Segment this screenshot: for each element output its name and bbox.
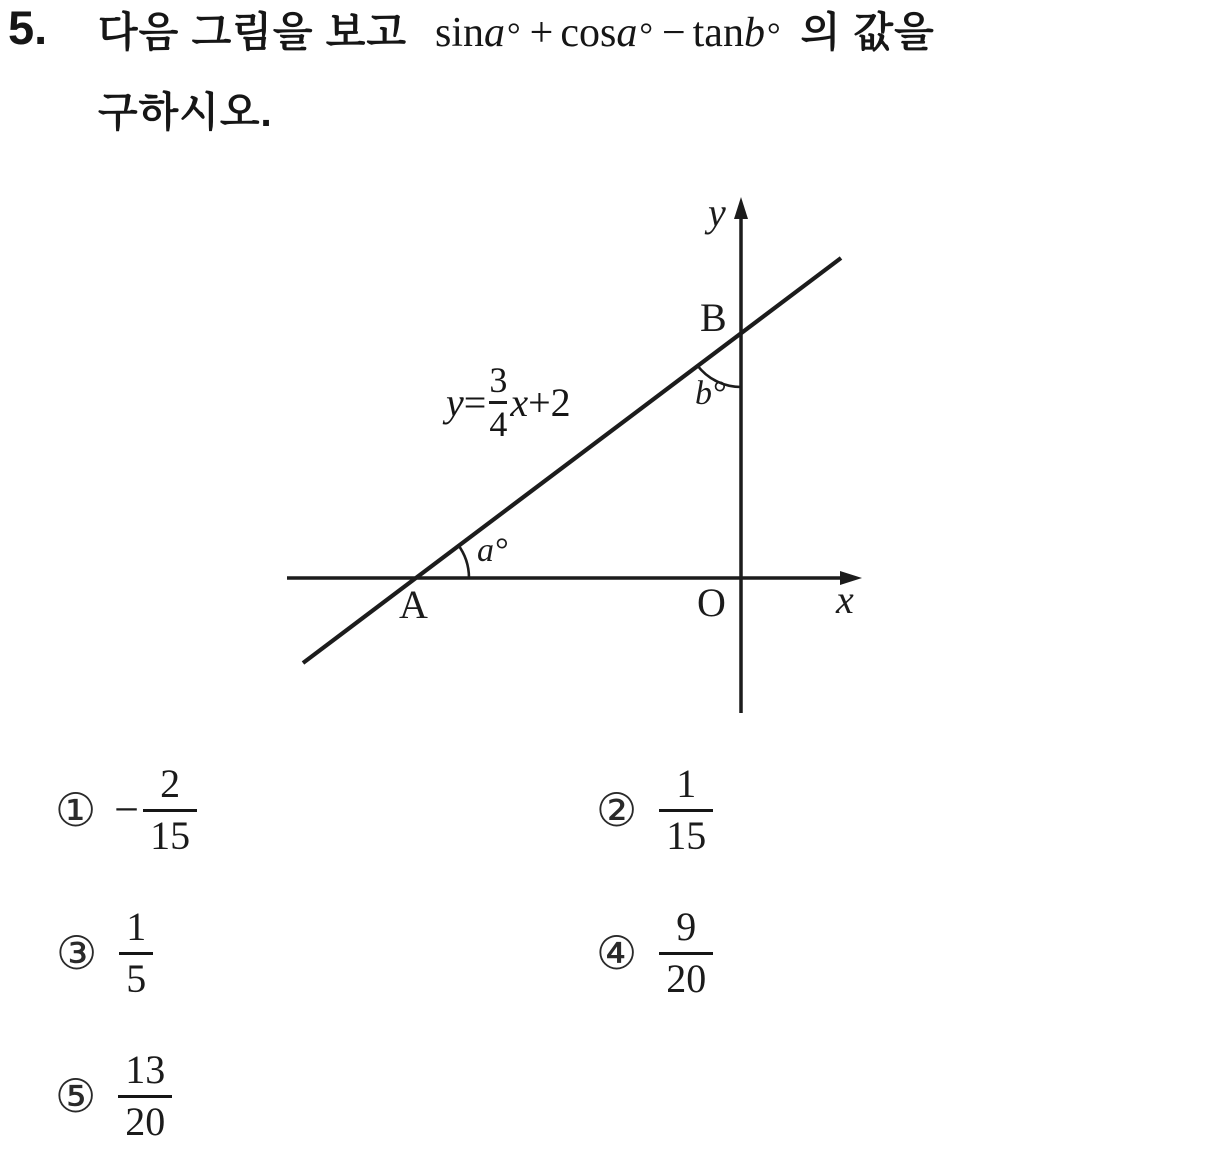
fn-tan: tan bbox=[692, 10, 744, 56]
choice-1-marker: ① bbox=[55, 783, 97, 838]
choice-4-numerator: 9 bbox=[676, 904, 697, 949]
choice-3-value bbox=[115, 905, 153, 1002]
question-text-after: 의 값을 bbox=[800, 9, 935, 55]
choice-4-marker: ④ bbox=[596, 926, 638, 981]
equation-x: x bbox=[510, 379, 529, 425]
fraction-bar bbox=[659, 809, 713, 812]
equation-fraction bbox=[489, 361, 507, 444]
choice-5-denominator: 20 bbox=[125, 1098, 166, 1144]
angle-b-label: b° bbox=[695, 375, 726, 412]
question-line-1 bbox=[98, 8, 935, 57]
choice-1[interactable] bbox=[55, 762, 197, 859]
point-a-label: A bbox=[399, 582, 428, 627]
equation-constant: +2 bbox=[528, 379, 571, 425]
choice-4-value bbox=[655, 905, 713, 1002]
choice-1-sign: − bbox=[114, 785, 140, 835]
choice-1-fraction bbox=[143, 762, 197, 859]
choice-3-numerator: 1 bbox=[126, 904, 147, 949]
choice-5-fraction bbox=[118, 1048, 172, 1145]
fraction-bar bbox=[143, 809, 197, 812]
choice-5-value bbox=[114, 1048, 172, 1145]
fraction-bar bbox=[119, 952, 153, 955]
question-expression bbox=[435, 10, 783, 56]
choice-3-denominator: 5 bbox=[126, 955, 147, 1001]
equation-equals: = bbox=[463, 379, 487, 425]
choice-3[interactable] bbox=[56, 905, 153, 1002]
y-axis-label: y bbox=[708, 190, 726, 235]
var-a-1: a bbox=[484, 10, 506, 56]
point-b-label: B bbox=[700, 295, 727, 340]
choice-5[interactable] bbox=[55, 1048, 172, 1145]
choice-2-numerator: 1 bbox=[676, 761, 697, 806]
question-number: 5. bbox=[8, 1, 48, 54]
choice-2-value bbox=[655, 762, 713, 859]
choice-2[interactable] bbox=[596, 762, 713, 859]
fraction-bar bbox=[118, 1095, 172, 1098]
line-equation-label bbox=[446, 358, 571, 446]
choice-1-numerator: 2 bbox=[160, 761, 181, 806]
choice-4[interactable] bbox=[596, 905, 713, 1002]
graph-line bbox=[303, 258, 841, 663]
choice-5-numerator: 13 bbox=[125, 1047, 166, 1092]
choice-2-marker: ② bbox=[596, 783, 638, 838]
var-b: b bbox=[743, 10, 765, 56]
choice-2-fraction bbox=[659, 762, 713, 859]
choice-3-marker: ③ bbox=[56, 926, 98, 981]
choice-4-denominator: 20 bbox=[666, 955, 707, 1001]
y-axis-arrowhead bbox=[734, 197, 748, 219]
x-axis-label: x bbox=[836, 577, 854, 622]
fn-cos: cos bbox=[560, 10, 617, 56]
origin-label: O bbox=[697, 580, 726, 625]
degree-3: ° bbox=[766, 17, 781, 54]
equation-y: y bbox=[446, 379, 464, 425]
choice-1-denominator: 15 bbox=[150, 812, 191, 858]
choice-5-marker: ⑤ bbox=[55, 1069, 97, 1124]
question-line-2: 구하시오. bbox=[98, 89, 273, 135]
choice-3-fraction bbox=[119, 905, 153, 1002]
degree-1: ° bbox=[507, 17, 521, 54]
fraction-bar bbox=[659, 952, 713, 955]
fn-sin: sin bbox=[435, 10, 485, 56]
angle-arc-a bbox=[458, 544, 469, 578]
choice-1-value bbox=[114, 762, 197, 859]
equation-numerator: 3 bbox=[489, 359, 508, 400]
angle-a-label: a° bbox=[477, 532, 508, 569]
coordinate-diagram bbox=[250, 180, 900, 740]
var-a-2: a bbox=[616, 10, 638, 56]
degree-2: ° bbox=[639, 17, 653, 54]
choice-4-fraction bbox=[659, 905, 713, 1002]
question-text-before: 다음 그림을 보고 bbox=[98, 9, 408, 55]
equation-denominator: 4 bbox=[489, 403, 508, 444]
plus-operator: + bbox=[529, 10, 554, 56]
choice-2-denominator: 15 bbox=[666, 812, 707, 858]
minus-operator: − bbox=[661, 10, 686, 56]
